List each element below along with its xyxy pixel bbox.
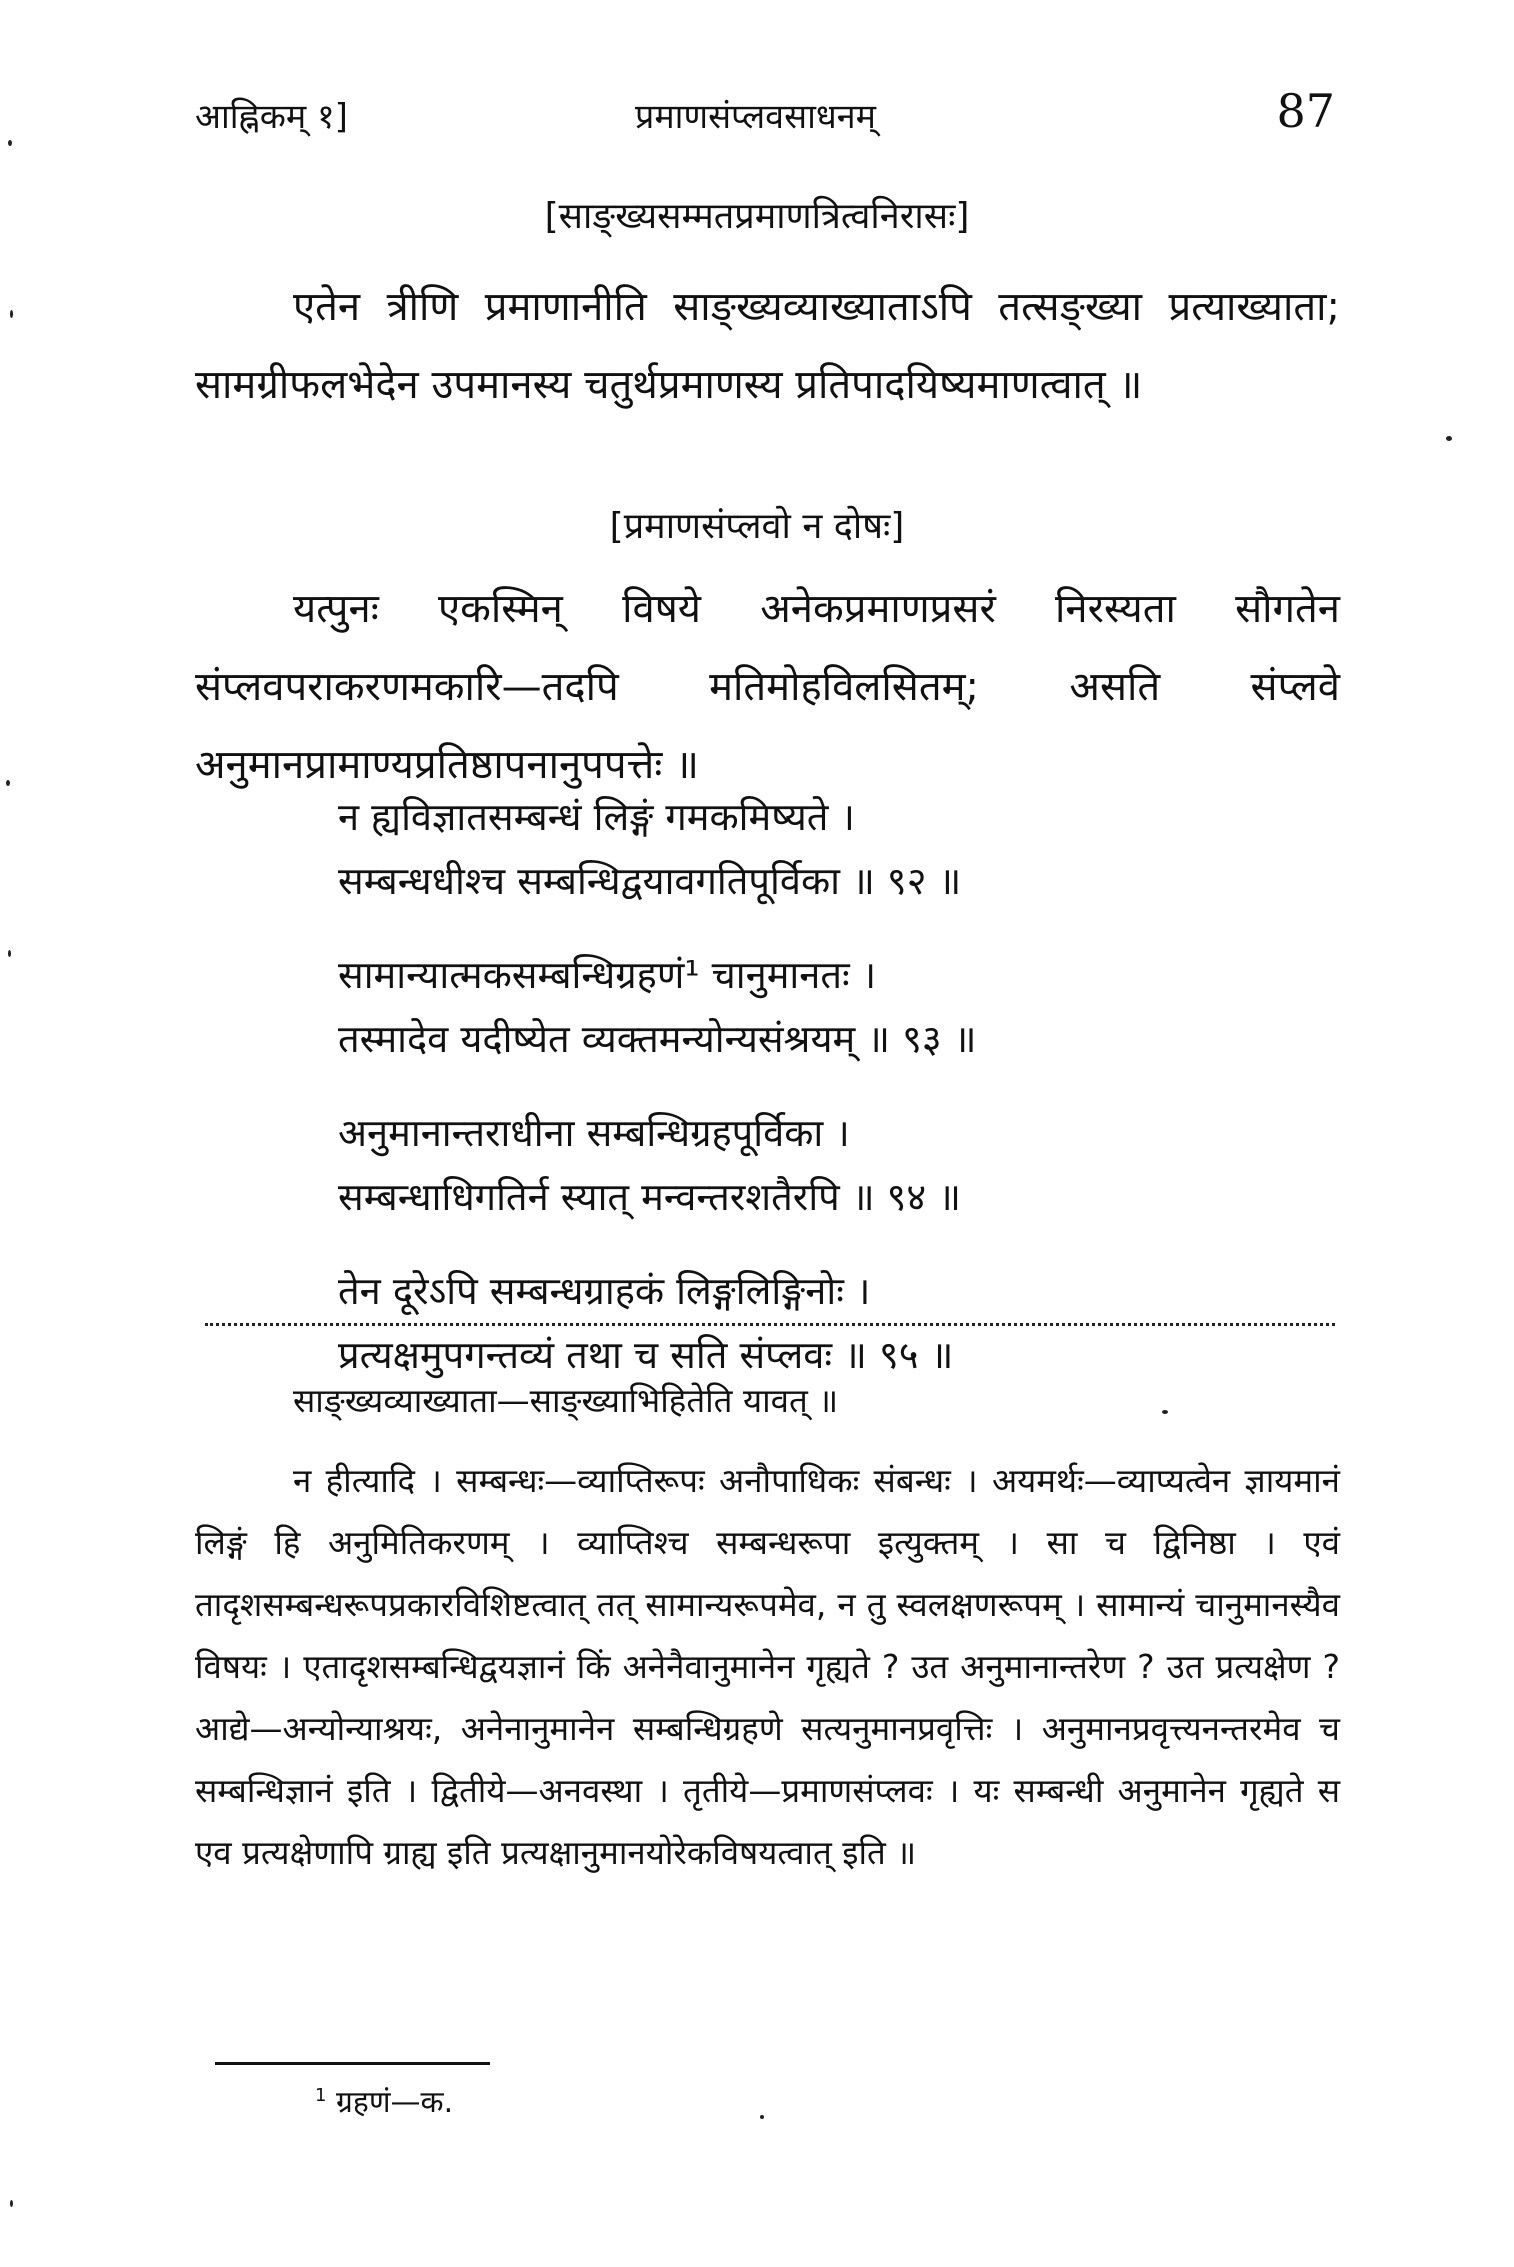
commentary-paragraph-text: न हीत्यादि । सम्बन्धः—व्याप्तिरूपः अनौपाधिकः संबन्धः । अयमर्थः—व्याप्यत्वेन ज्ञायमानं लिङ्गं हि अनुमितिकरणम् । व्याप्तिश्च सम्बन्धरूपा इत्युक्तम् । सा च द्विनिष्ठा । एवं तादृशसम्बन्धरूपप्रकारविशिष्टत्वात् तत् सामान्यरूपमेव, न तु स्वलक्षणरूपम् । सामान्यं चानुमानस्यैव विषयः । एतादृशसम्बन्धिद्वयज्ञानं किं अनेनैवानुमानेन गृह्यते ? उत अनुमानान्तरेण ? उत प्रत्यक्षेण ? आद्ये—अन्योन्याश्रयः, अनेनानुमानेन सम्बन्धिग्रहणे सत्यनुमानप्रवृत्तिः । अनुमानप्रवृत्त्यनन्तरमेव च सम्बन्धिज्ञानं इति । द्वितीये—अनवस्था । तृतीये—प्रमाणसंप्लवः । यः सम्बन्धी अनुमानेन गृह्यते स एव प्रत्यक्षेणापि ग्राह्य इति प्रत्यक्षानुमानयोरेकविषयत्वात् इति ॥ — [195, 1461, 1340, 1872]
footnote-marker: 1 — [315, 2085, 327, 2106]
verse-93 — [338, 943, 1338, 1071]
scan-speck — [10, 2200, 13, 2207]
commentary-gloss — [195, 1370, 1340, 1432]
commentary-gloss-text: साङ्ख्यव्याख्याता—साङ्ख्याभिहितेति यावत् ॥ — [293, 1381, 839, 1420]
section-paragraph-2-text: यत्पुनः एकस्मिन् विषये अनेकप्रमाणप्रसरं निरस्यता सौगतेन संप्लवपराकरणमकारि—तदपि मतिमोहविलसितम्; असति संप्लवे अनुमानप्रामाण्यप्रतिष्ठापनानुपपत्तेः ॥ — [195, 586, 1340, 788]
footnote — [315, 2080, 453, 2121]
running-header — [195, 84, 1335, 142]
verse-line: तस्मादेव यदीष्येत व्यक्तमन्योन्यसंश्रयम् ॥ ९३ ॥ — [338, 1017, 977, 1061]
section-heading-2: [प्रमाणसंप्लवो न दोषः] — [609, 506, 905, 547]
verse-line: न ह्यविज्ञातसम्बन्धं लिङ्गं गमकमिष्यते । — [338, 795, 855, 839]
verse-line: सामान्यात्मकसम्बन्धिग्रहणं¹ चानुमानतः । — [338, 953, 877, 997]
commentary-paragraph — [195, 1450, 1340, 1884]
verse-92 — [338, 785, 1338, 913]
section-heading-1: [साङ्ख्यसम्मतप्रमाणत्रित्वनिरासः] — [544, 196, 970, 237]
scan-speck — [8, 950, 11, 957]
verse-line: सम्बन्धाधिगतिर्न स्यात् मन्वन्तरशतैरपि ॥ ९४ ॥ — [338, 1175, 962, 1219]
section-paragraph-2 — [195, 570, 1340, 804]
commentary-divider — [205, 1323, 1335, 1326]
scan-speck — [6, 780, 10, 786]
section-paragraph-1 — [195, 268, 1340, 424]
verse-94 — [338, 1101, 1338, 1229]
section-paragraph-1-text: एतेन त्रीणि प्रमाणानीति साङ्ख्यव्याख्याताऽपि तत्सङ्ख्या प्रत्याख्याता; सामग्रीफलभेदेन उपमानस्य चतुर्थप्रमाणस्य प्रतिपादयिष्यमाणत्वात् ॥ — [195, 284, 1340, 408]
chapter-label: आह्निकम् १] — [195, 97, 348, 137]
page-number: 87 — [1276, 84, 1335, 138]
scan-speck — [1446, 436, 1452, 441]
verse-line: अनुमानान्तराधीना सम्बन्धिग्रहपूर्विका । — [338, 1111, 850, 1155]
scan-speck — [760, 2115, 764, 2119]
verse-line: तेन दूरेऽपि सम्बन्धग्राहकं लिङ्गलिङ्गिनोः । — [338, 1269, 871, 1313]
footnote-text: ग्रहणं—क. — [336, 2085, 454, 2120]
verse-line: सम्बन्धधीश्च सम्बन्धिद्वयावगतिपूर्विका ॥ ९२ ॥ — [338, 859, 962, 903]
scan-speck — [8, 140, 12, 146]
verse-line: प्रत्यक्षमुपगन्तव्यं तथा च सति संप्लवः ॥ ९५ ॥ — [338, 1333, 954, 1377]
running-title: प्रमाणसंप्लवसाधनम् — [635, 97, 876, 137]
footnote-rule — [215, 2062, 490, 2065]
scan-speck — [10, 310, 13, 318]
scan-speck — [1162, 1410, 1168, 1414]
